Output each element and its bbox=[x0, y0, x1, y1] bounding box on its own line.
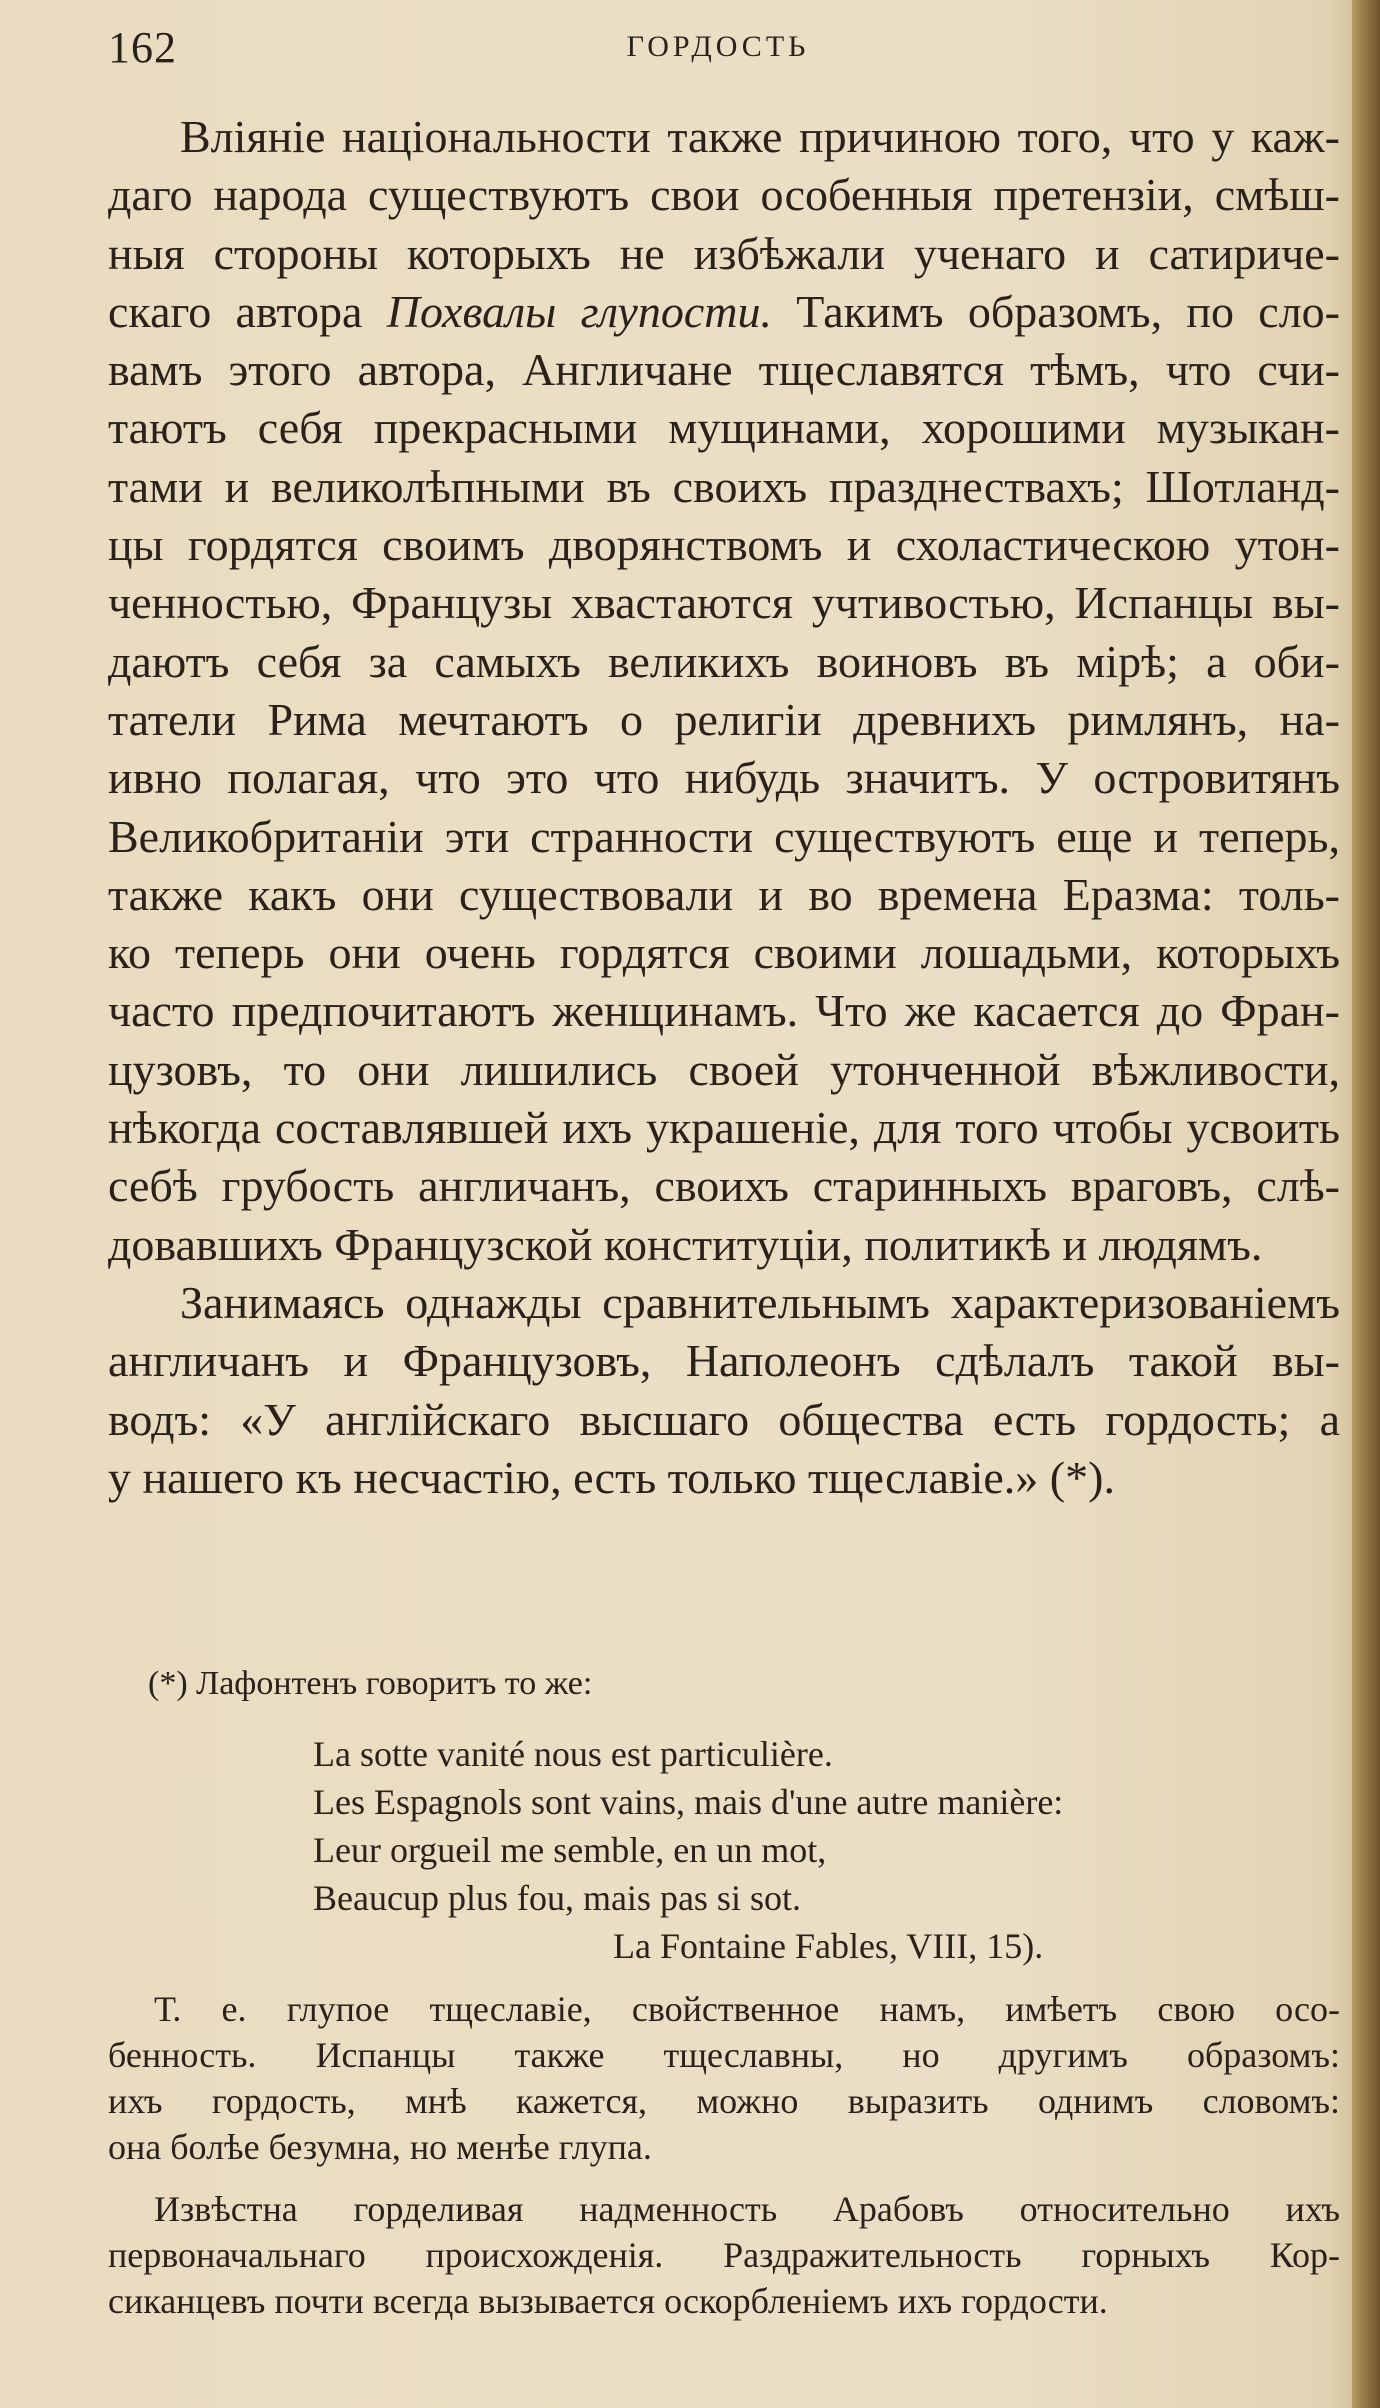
page-spine-shadow bbox=[1352, 0, 1380, 2408]
text-line: у нашего къ несчастію, есть только тщеславіе.» (*). bbox=[108, 1451, 1115, 1503]
text-line: Великобританіи эти странности существуютъ еще и теперь, bbox=[108, 810, 1340, 862]
verse-source: La Fontaine Fables, VIII, 15). bbox=[613, 1926, 1044, 1966]
footnote-line: она болѣе безумна, но менѣе глупа. bbox=[108, 2127, 652, 2167]
text-line: Вліяніе національности также причиною того, что у каж- bbox=[180, 111, 1340, 162]
verse-line: Beaucup plus fou, mais pas si sot. bbox=[313, 1878, 801, 1918]
text-line: даго народа существуютъ свои особенныя претензіи, смѣш- bbox=[108, 169, 1340, 221]
text-fragment: скаго автора bbox=[108, 285, 363, 337]
footnote-intro: (*) Лафонтенъ говоритъ то же: bbox=[148, 1665, 593, 1702]
text-line: татели Рима мечтаютъ о религіи древнихъ римлянъ, на- bbox=[108, 693, 1340, 745]
text-line: ко теперь они очень гордятся своими лошадьми, которыхъ bbox=[108, 927, 1340, 979]
page-header bbox=[108, 22, 1328, 82]
text-line: Занимаясь однажды сравнительнымъ характеризованіемъ bbox=[180, 1276, 1340, 1328]
footnote-translation bbox=[108, 1986, 1340, 2170]
footnote-line: сиканцевъ почти всегда вызывается оскорбленіемъ ихъ гордости. bbox=[108, 2281, 1108, 2321]
footnote-line: первоначальнаго происхожденія. Раздражительность горныхъ Кор- bbox=[108, 2235, 1340, 2275]
verse-line: La sotte vanité nous est particulière. bbox=[313, 1734, 833, 1774]
text-line: таютъ себя прекрасными мущинами, хорошими музыкан- bbox=[108, 402, 1340, 454]
text-line: себѣ грубость англичанъ, своихъ старинныхъ враговъ, слѣ- bbox=[108, 1160, 1340, 1212]
text-line: часто предпочитаютъ женщинамъ. Что же касается до Фран- bbox=[108, 985, 1340, 1037]
text-line: англичанъ и Французовъ, Наполеонъ сдѣлалъ такой вы- bbox=[108, 1335, 1340, 1387]
page-number: 162 bbox=[108, 23, 177, 72]
text-line bbox=[108, 283, 1340, 341]
running-title: ГОРДОСТЬ bbox=[626, 30, 810, 63]
footnote-section bbox=[108, 1660, 1340, 2324]
text-line: цузовъ, то они лишились своей утонченной вѣжливости, bbox=[108, 1043, 1340, 1095]
main-text bbox=[108, 108, 1340, 1507]
text-line: тами и великолѣпными въ своихъ празднествахъ; Шотланд- bbox=[108, 460, 1340, 512]
text-line: водъ: «У англійскаго высшаго общества есть гордость; а bbox=[108, 1393, 1340, 1445]
footnote-line: бенность. Испанцы также тщеславны, но другимъ образомъ: bbox=[108, 2035, 1340, 2075]
text-fragment: Такимъ образомъ, по сло- bbox=[796, 285, 1340, 337]
text-line: также какъ они существовали и во времена Еразма: толь- bbox=[108, 868, 1340, 920]
text-line: даютъ себя за самыхъ великихъ воиновъ въ мірѣ; а оби- bbox=[108, 635, 1340, 687]
footnote-note bbox=[108, 2186, 1340, 2324]
footnote-line: Извѣстна горделивая надменность Арабовъ относительно ихъ bbox=[154, 2189, 1340, 2229]
book-title-italic: Похвалы глупости. bbox=[386, 285, 772, 337]
footnote-line: Т. е. глупое тщеславіе, свойственное намъ, имѣетъ свою осо- bbox=[154, 1989, 1340, 2029]
text-line: ныя стороны которыхъ не избѣжали ученаго и сатириче- bbox=[108, 227, 1340, 279]
verse-line: Les Espagnols sont vains, mais d'une autre manière: bbox=[313, 1782, 1064, 1822]
text-line: нѣкогда составлявшей ихъ украшеніе, для того чтобы усвоить bbox=[108, 1102, 1340, 1154]
text-line: ченностью, Французы хвастаются учтивостью, Испанцы вы- bbox=[108, 577, 1340, 629]
text-line: ивно полагая, что это что нибудь значитъ. У островитянъ bbox=[108, 752, 1340, 804]
french-verse bbox=[108, 1730, 1340, 1970]
text-line: цы гордятся своимъ дворянствомъ и схоластическою утон- bbox=[108, 519, 1340, 571]
text-line: довавшихъ Французской конституціи, политикѣ и людямъ. bbox=[108, 1218, 1263, 1270]
text-line: вамъ этого автора, Англичане тщеславятся тѣмъ, что счи- bbox=[108, 344, 1340, 396]
footnote-line: ихъ гордость, мнѣ кажется, можно выразить однимъ словомъ: bbox=[108, 2081, 1340, 2121]
verse-line: Leur orgueil me semble, en un mot, bbox=[313, 1830, 827, 1870]
